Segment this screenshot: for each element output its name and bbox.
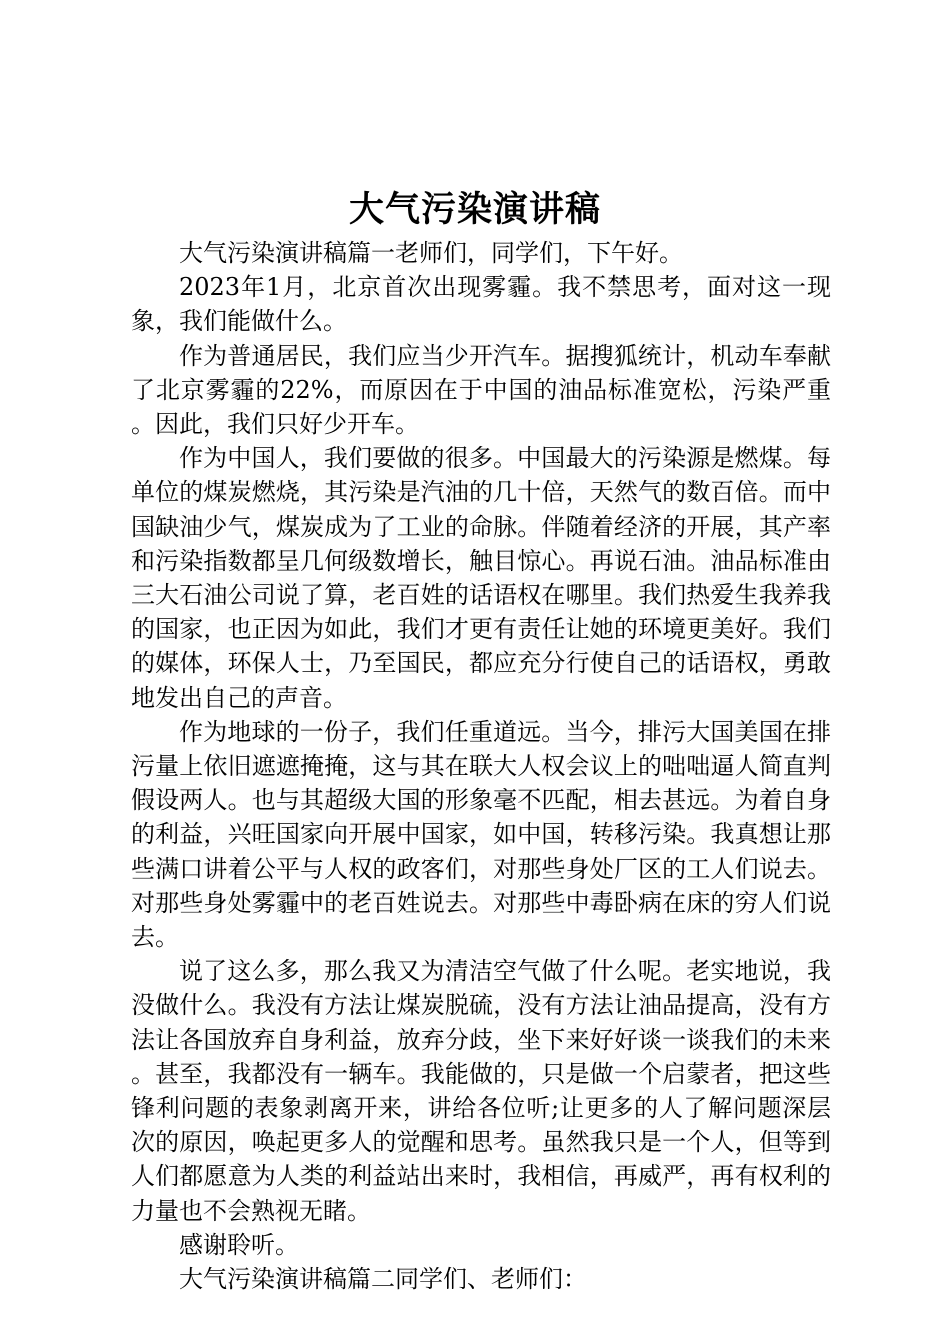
paragraph: 大气污染演讲稿篇二同学们、老师们： (179, 1265, 587, 1294)
paragraph: 2023年1月，北京首次出现雾霾。我不禁思考，面对这一现象，我们能做什么。 (131, 273, 831, 336)
paragraph: 感谢聆听。 (179, 1230, 299, 1259)
paragraph: 作为地球的一份子，我们任重道远。当今，排污大国美国在排污量上依旧遮遮掩掩，这与其在联大人权会议上的咄咄逼人简直判假设两人。也与其超级大国的形象毫不匹配，相去甚远。为着自身的利益，兴旺国家向开展中国家，如中国，转移污染。我真想让那些满口讲着公平与人权的政客们，对那些身处厂区的工人们说去。对那些身处雾霾中的老百姓说去。对那些中毒卧病在床的穷人们说去。 (131, 717, 831, 952)
paragraph: 作为中国人，我们要做的很多。中国最大的污染源是燃煤。每单位的煤炭燃烧，其污染是汽油的几十倍，天然气的数百倍。而中国缺油少气，煤炭成为了工业的命脉。伴随着经济的开展，其产率和污染指数都呈几何级数增长，触目惊心。再说石油。油品标准由三大石油公司说了算，老百姓的话语权在哪里。我们热爱生我养我的国家，也正因为如此，我们才更有责任让她的环境更美好。我们的媒体，环保人士，乃至国民，都应充分行使自己的话语权，勇敢地发出自己的声音。 (131, 444, 831, 712)
document-title: 大气污染演讲稿 (348, 189, 601, 230)
paragraph: 大气污染演讲稿篇一老师们，同学们，下午好。 (179, 239, 683, 267)
paragraph: 作为普通居民，我们应当少开汽车。据搜狐统计，机动车奉献了北京雾霾的22%，而原因在于中国的油品标准宽松，污染严重。因此，我们只好少开车。 (131, 341, 831, 439)
paragraph: 说了这么多，那么我又为清洁空气做了什么呢。老实地说，我没做什么。我没有方法让煤炭脱硫，没有方法让油品提高，没有方法让各国放弃自身利益，放弃分歧，坐下来好好谈一谈我们的未来。甚至，我都没有一辆车。我能做的，只是做一个启蒙者，把这些锋利问题的表象剥离开来，讲给各位听;让更多的人了解问题深层次的原因，唤起更多人的觉醒和思考。虽然我只是一个人，但等到人们都愿意为人类的利益站出来时，我相信，再威严，再有权利的力量也不会熟视无睹。 (131, 957, 831, 1225)
document-body (131, 236, 831, 1296)
